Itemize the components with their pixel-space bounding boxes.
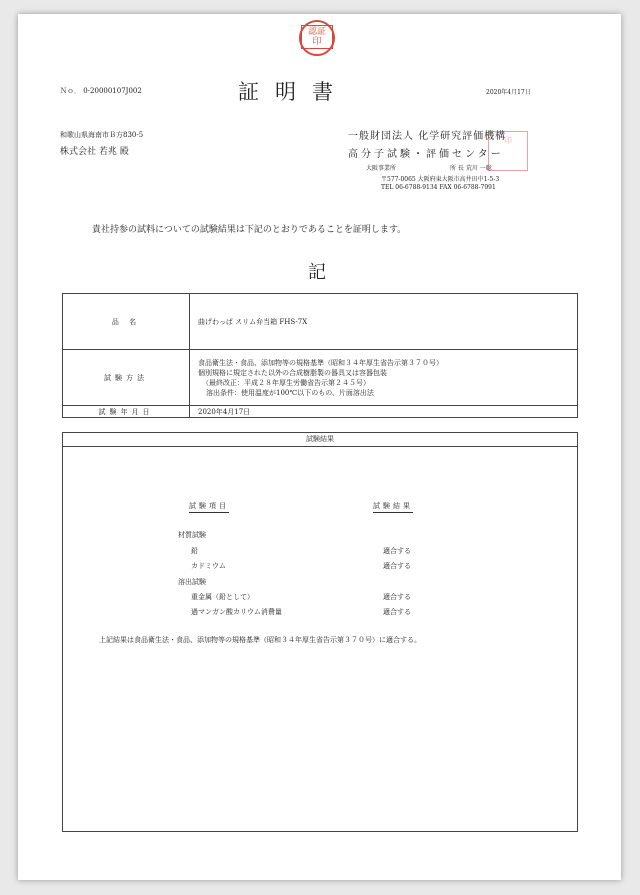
document-number: Ｎｏ． 0-20000107J002 xyxy=(60,87,142,95)
issuer-director: 所 長 荒川 一聡 xyxy=(450,165,492,172)
results-heading: 試験結果 xyxy=(63,433,577,447)
sample-info-table xyxy=(62,293,578,418)
result-item-value: 適合する xyxy=(383,562,411,570)
issuer-center: 高分子試験・評価センター xyxy=(348,149,504,160)
document-title: 証明書 xyxy=(238,80,349,104)
result-item-value: 適合する xyxy=(383,608,411,616)
result-item-label: 重金属（鉛として） xyxy=(191,593,254,601)
result-item-label: 材質試験 xyxy=(178,531,206,539)
test-method-label: 試験方法 xyxy=(63,350,190,406)
recipient-address: 和歌山県海南市Ｂ方830-5 xyxy=(60,131,144,139)
test-date-value: 2020年4月17日 xyxy=(190,406,578,418)
product-name-value: 曲げわっぱ スリム弁当箱 FHS-7X xyxy=(190,294,578,350)
certificate-page xyxy=(18,14,621,880)
result-item-value: 適合する xyxy=(383,547,411,555)
ki-heading: 記 xyxy=(308,262,326,283)
issuer-organization: 一般財団法人 化学研究評価機構 xyxy=(348,131,507,142)
official-stamp: 印 xyxy=(488,131,528,171)
results-result-header: 試験結果 xyxy=(373,501,413,513)
results-item-header: 試験項目 xyxy=(189,501,229,513)
issuer-office: 大阪事業所 xyxy=(366,165,397,172)
result-item-label: 鉛 xyxy=(191,547,198,555)
results-conclusion: 上記結果は食品衛生法・食品、添加物等の規格基準（昭和３４年厚生省告示第３７０号）に適合する。 xyxy=(99,636,421,644)
issuer-phone-fax: TEL 06-6788-9134 FAX 06-6788-7991 xyxy=(381,184,496,191)
product-name-label: 品 名 xyxy=(63,294,190,350)
test-date-label: 試験年月日 xyxy=(63,406,190,418)
result-item-label: カドミウム xyxy=(191,562,226,570)
certification-statement: 貴社持参の試料についての試験結果は下記のとおりであることを証明します。 xyxy=(92,225,407,235)
result-item-value: 適合する xyxy=(383,593,411,601)
issue-date: 2020年4月17日 xyxy=(486,89,531,96)
result-item-label: 過マンガン酸カリウム消費量 xyxy=(191,608,282,616)
test-results-section xyxy=(62,432,578,832)
result-item-label: 溶出試験 xyxy=(178,578,206,586)
test-method-value: 食品衛生法・食品、添加物等の規格基準（昭和３４年厚生省告示第３７０号） 個別規格に規定された以外の合成樹脂製の器具又は容器包装 （最終改正：平成２８年厚生労働省告示第２４５号） 溶出条件：使用温度が100℃以下のもの、片面溶出法 xyxy=(190,350,578,406)
certification-seal: 認証印 xyxy=(299,20,335,56)
recipient-company: 株式会社 若兆 殿 xyxy=(60,147,129,157)
issuer-address: 〒577-0065 大阪府東大阪市高井田中1-5-3 xyxy=(381,176,500,183)
